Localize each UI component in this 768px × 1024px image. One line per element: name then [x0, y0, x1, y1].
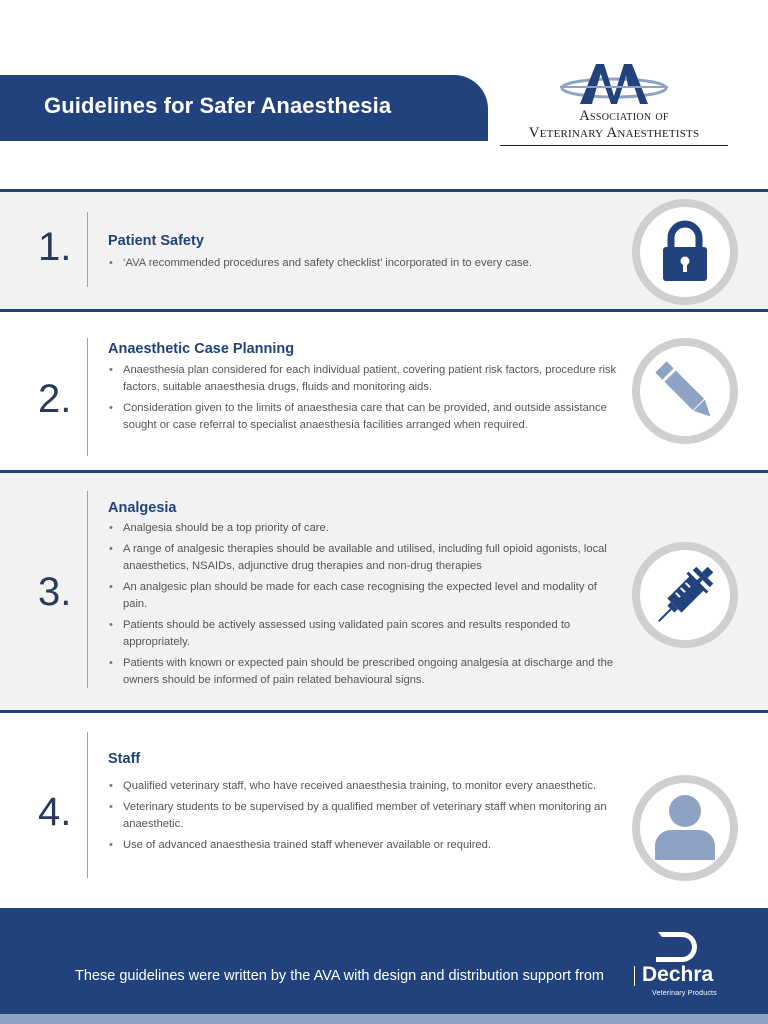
bullet-list [108, 362, 618, 438]
bullet-text: Patients with known or expected pain should be prescribed ongoing analgesia at discharge and the owners should be informed of pain related behavioural signs. [123, 657, 614, 686]
logo-text-veterinary [500, 125, 728, 146]
section-title: Analgesia [108, 500, 177, 516]
footer-credit: These guidelines were written by the AVA with design and distribution support from [75, 968, 605, 984]
section-vertical-line [87, 338, 88, 456]
ava-monogram-icon [500, 58, 728, 108]
pencil-icon [647, 353, 723, 429]
section-title: Anaesthetic Case Planning [108, 341, 295, 357]
section-title: Staff [108, 751, 141, 767]
list-item: • Veterinary students to be supervised by a qualified member of veterinary staff when monitoring an anaesthetic. [109, 801, 607, 830]
syringe-icon-circle [632, 542, 738, 648]
person-icon-circle [632, 775, 738, 881]
logo-line2-text: Veterinary Anaesthetists [528, 125, 700, 141]
section-number: 1. [38, 225, 72, 269]
lock-icon-circle [632, 199, 738, 305]
ava-logo [500, 58, 728, 150]
title-banner [0, 75, 488, 141]
list-item: • A range of analgesic therapies should be available and utilised, including full opioid agonists, local anaesthetics, NSAIDs, adjunctive drug therapies and non-drug therapies [109, 543, 607, 572]
dechra-brand-sub: Veterinary Products [652, 990, 717, 997]
section-vertical-line [87, 732, 88, 878]
section-analgesia [0, 473, 768, 710]
bullet-text: ‘AVA recommended procedures and safety checklist’ incorporated in to every case. [123, 257, 532, 269]
lock-icon [647, 214, 723, 290]
footer [0, 908, 768, 1024]
section-case-planning [0, 312, 768, 470]
footer-strip [0, 1014, 768, 1024]
list-item: • An analgesic plan should be made for each case recognising the expected level and modality of pain. [109, 581, 597, 610]
bullet-list [108, 778, 618, 858]
dechra-mark-icon [642, 930, 732, 966]
page-title: Guidelines for Safer Anaesthesia [44, 93, 392, 118]
section-vertical-line [87, 212, 88, 287]
section-vertical-line [87, 491, 88, 688]
list-item: • Analgesia should be a top priority of care. [109, 522, 329, 534]
bullet-text: Veterinary students to be supervised by a qualified member of veterinary staff when monitoring an anaesthetic. [123, 801, 607, 830]
list-item: • Anaesthesia plan considered for each individual patient, covering patient risk factors, procedure risk factors, suitable anaesthesia drugs, fluids and monitoring aids. [109, 364, 617, 393]
bullet-text: Patients should be actively assessed using validated pain scores and results responded to appropriately. [123, 619, 571, 648]
section-number: 3. [38, 570, 72, 614]
bullet-text: Use of advanced anaesthesia trained staff whenever available or required. [123, 839, 491, 851]
dechra-brand-name: Dechra [642, 963, 714, 986]
list-item: • Patients with known or expected pain should be prescribed ongoing analgesia at discharge and the owners should be informed of pain related behavioural signs. [109, 657, 614, 686]
section-number: 4. [38, 790, 72, 834]
logo-text-association [520, 108, 728, 125]
bullet-text: Analgesia should be a top priority of care. [123, 522, 329, 534]
list-item: • ‘AVA recommended procedures and safety checklist’ incorporated in to every case. [109, 257, 532, 269]
list-item: • Use of advanced anaesthesia trained staff whenever available or required. [109, 839, 491, 851]
bullet-text: Qualified veterinary staff, who have received anaesthesia training, to monitor every anaesthetic. [123, 780, 597, 792]
bullet-text: Anaesthesia plan considered for each individual patient, covering patient risk factors, procedure risk factors, suitable anaesthesia drugs, fluids and monitoring aids. [123, 364, 617, 393]
list-item: • Qualified veterinary staff, who have received anaesthesia training, to monitor every anaesthetic. [109, 780, 597, 792]
list-item: • Consideration given to the limits of anaesthesia care that can be provided, and outside assistance sought or case referral to specialist anaesthesia facilities arranged when required. [109, 402, 607, 431]
footer-separator [634, 966, 635, 986]
syringe-icon [647, 557, 723, 633]
list-item: • Patients should be actively assessed using validated pain scores and results responded to appropriately. [109, 619, 571, 648]
person-icon [647, 790, 723, 866]
bullet-list [108, 520, 618, 693]
bullet-text: An analgesic plan should be made for each case recognising the expected level and modality of pain. [123, 581, 597, 610]
section-number: 2. [38, 377, 72, 421]
bullet-text: A range of analgesic therapies should be available and utilised, including full opioid agonists, local anaesthetics, NSAIDs, adjunctive drug therapies and non-drug therapies [123, 543, 607, 572]
dechra-logo [642, 930, 732, 1006]
bullet-list [108, 255, 618, 276]
bullet-text: Consideration given to the limits of anaesthesia care that can be provided, and outside assistance sought or case referral to specialist anaesthesia facilities arranged when required. [123, 402, 607, 431]
section-patient-safety [0, 192, 768, 309]
section-staff [0, 713, 768, 908]
logo-line1-text: Association of [579, 108, 669, 124]
pencil-icon-circle [632, 338, 738, 444]
section-title: Patient Safety [108, 233, 204, 249]
